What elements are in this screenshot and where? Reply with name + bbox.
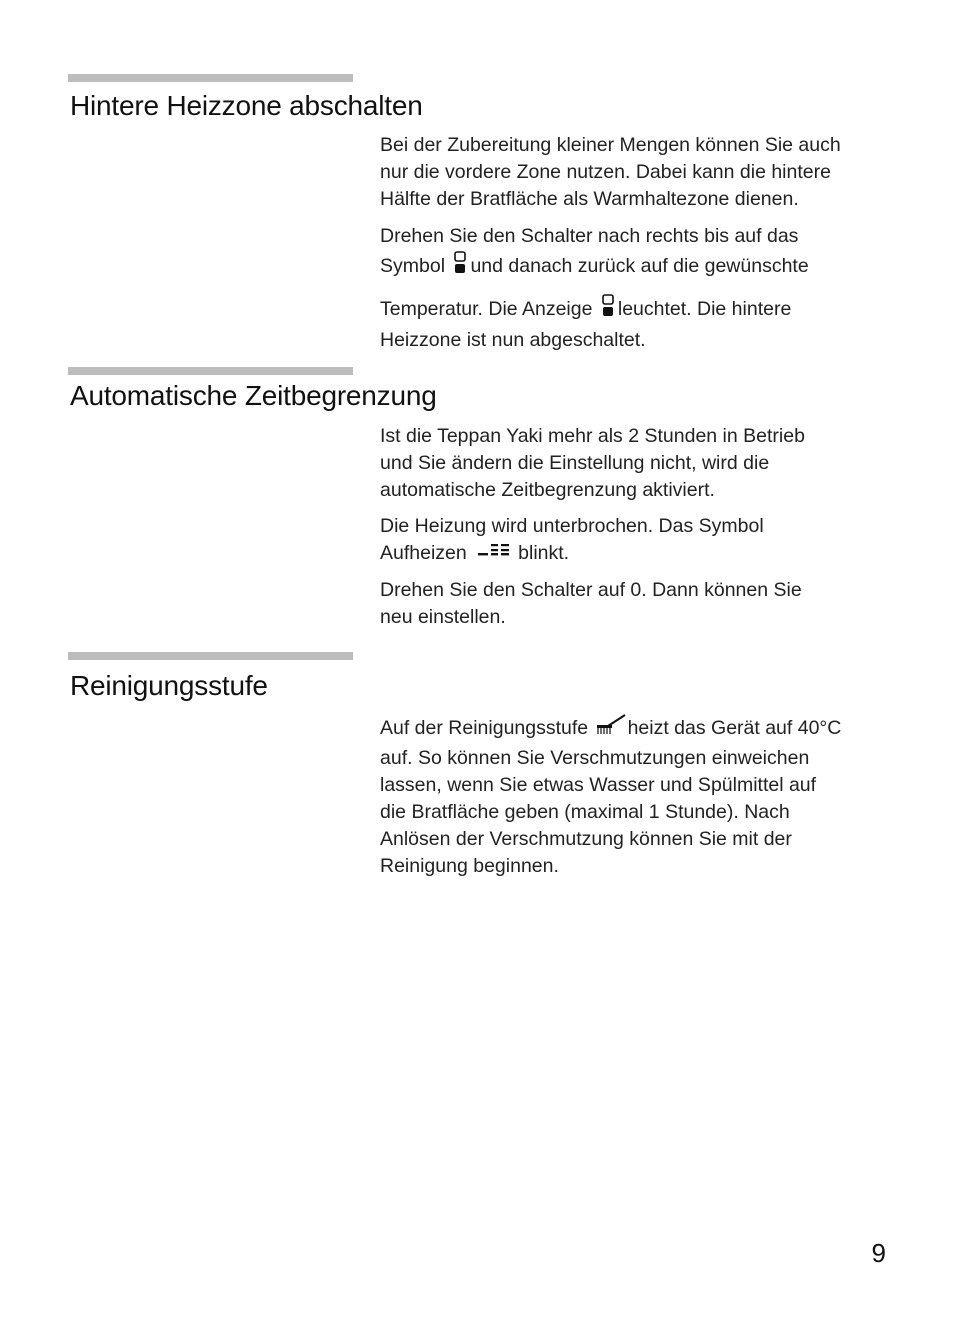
rear-zone-off-icon	[598, 293, 618, 327]
section-body-hintere-heizzone	[380, 132, 892, 354]
heatup-icon	[472, 540, 518, 568]
text: und danach zurück auf die gewünschte	[470, 255, 809, 278]
text: Die Heizung wird unterbrochen. Das Symbol Aufheizen	[380, 515, 764, 565]
section-body-automatische-zeitbegrenzung	[380, 423, 892, 631]
section-title-hintere-heizzone: Hintere Heizzone abschalten	[70, 90, 423, 121]
section-divider	[68, 652, 353, 660]
paragraph: Drehen Sie den Schalter auf 0. Dann können Sie neu einstellen.	[380, 579, 802, 628]
paragraph	[380, 223, 892, 284]
paragraph	[380, 293, 892, 354]
section-divider	[68, 367, 353, 375]
text: blinkt.	[518, 542, 570, 565]
paragraph	[380, 513, 892, 568]
page-number: 9	[871, 1238, 886, 1268]
text: leuchtet. Die hintere Heizzone ist nun abgeschaltet.	[380, 298, 792, 351]
section-title-automatische-zeitbegrenzung: Automatische Zeitbegrenzung	[70, 380, 437, 411]
section-divider	[68, 74, 353, 82]
paragraph: Bei der Zubereitung kleiner Mengen können Sie auch nur die vordere Zone nutzen. Dabei kann die hintere Hälfte der Bratfläche als Warmhaltezone dienen.	[380, 134, 841, 210]
cleaning-icon	[594, 713, 628, 745]
paragraph: Ist die Teppan Yaki mehr als 2 Stunden in Betrieb und Sie ändern die Einstellung nicht, wird die automatische Zeitbegrenzung aktiviert.	[380, 425, 805, 501]
text: heizt das Gerät auf 40°C auf. So können Sie Verschmutzungen einweichen lassen, wenn Sie etwas Wasser und Spülmittel auf die Bratfläche geben (maximal 1 Stunde). Nach Anlösen der Verschmutzung können Sie mit der Reinigung beginnen.	[380, 717, 842, 877]
rear-zone-off-icon	[450, 250, 470, 284]
section-title-reinigungsstufe: Reinigungsstufe	[70, 670, 268, 701]
text: Auf der Reinigungsstufe	[380, 717, 594, 740]
paragraph	[380, 713, 892, 880]
text: Temperatur. Die Anzeige	[380, 298, 598, 321]
text: Drehen Sie den Schalter nach rechts bis auf das Symbol	[380, 225, 799, 278]
section-body-reinigungsstufe	[380, 713, 892, 880]
